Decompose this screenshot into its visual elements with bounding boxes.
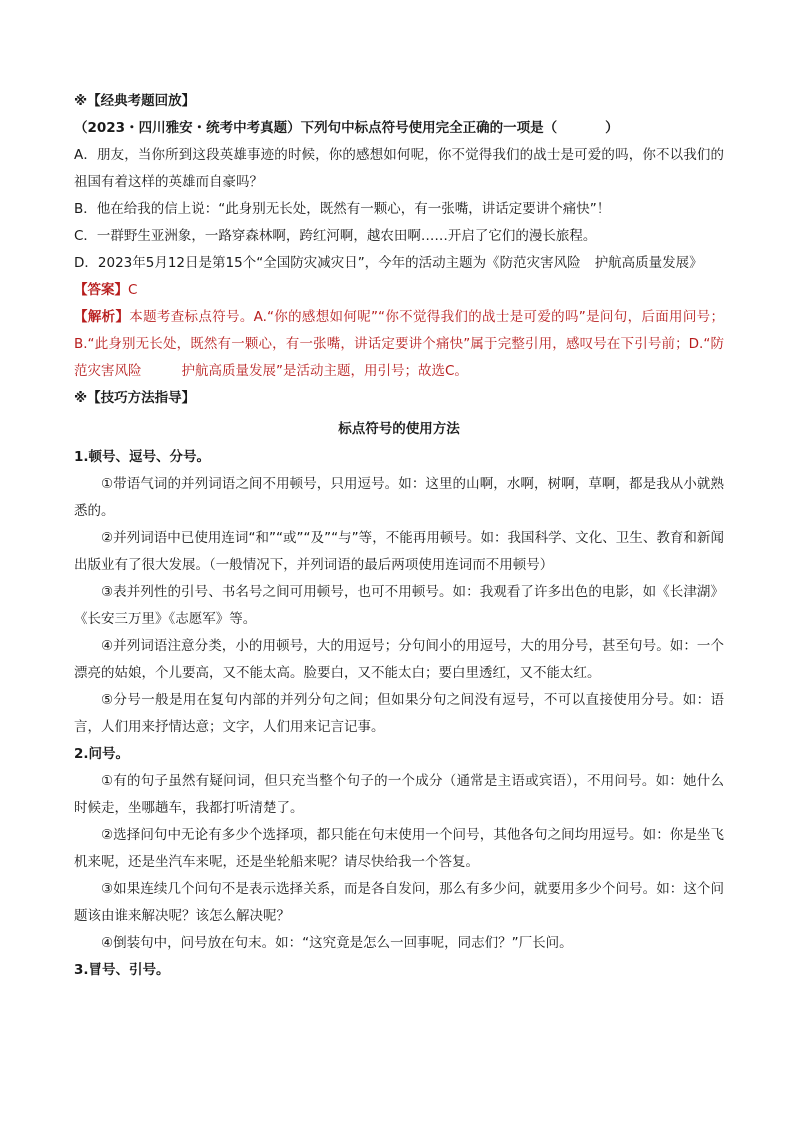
- heading-1: 1.顿号、逗号、分号。: [74, 449, 211, 465]
- answer-value: C: [128, 282, 138, 298]
- exam-section-heading: ※【经典考题回放】: [74, 93, 196, 109]
- option-b: B．他在给我的信上说：“此身别无长处，既然有一颗心，有一张嘴，讲话定要讲个痛快”！: [74, 201, 611, 217]
- analysis-label: 【解析】: [74, 309, 130, 325]
- option-d: [74, 250, 724, 277]
- rule-1-2: ②并列词语中已使用连词“和”“或”“及”“与”等，不能再用顿号。如：我国科学、文化、卫生、教育和新闻出版业有了很大发展。（一般情况下，并列词语的最后两项使用连词而不用顿号）: [74, 530, 724, 573]
- analysis-paragraph: [74, 304, 724, 385]
- rule-2-4: ④倒装句中，问号放在句末。如：“这究竟是怎么一回事呢，同志们？”厂长问。: [101, 935, 573, 951]
- rule-1-5: ⑤分号一般是用在复句内部的并列分句之间；但如果分句之间没有逗号，不可以直接使用分号。如：语言，人们用来抒情达意；文字，人们用来记言记事。: [74, 692, 724, 735]
- option-d-part1: D．2023年5月12日是第15个“全国防灾减灾日”，今年的活动主题为《防范灾害风险: [74, 255, 581, 271]
- rule-1-3: ③表并列性的引号、书名号之间可用顿号，也可不用顿号。如：我观看了许多出色的电影，如《长津湖》《长安三万里》《志愿军》等。: [74, 584, 724, 627]
- option-d-part2: 护航高质量发展》: [594, 255, 703, 271]
- rule-1-1: ①带语气词的并列词语之间不用顿号，只用逗号。如：这里的山啊，水啊，树啊，草啊，都是我从小就熟悉的。: [74, 476, 724, 519]
- analysis-part2: 护航高质量发展”是活动主题，用引号；故选C。: [181, 363, 468, 379]
- option-a: A．朋友，当你所到这段英雄事迹的时候，你的感想如何呢，你不觉得我们的战士是可爱的吗，你不以我们的祖国有着这样的英雄而自豪吗？: [74, 147, 724, 190]
- method-title: 标点符号的使用方法: [338, 421, 460, 437]
- rule-2-2: ②选择问句中无论有多少个选择项，都只能在句末使用一个问号，其他各句之间均用逗号。如：你是坐飞机来呢，还是坐汽车来呢，还是坐轮船来呢？请尽快给我一个答复。: [74, 827, 724, 870]
- question-source: （2023・四川雅安・统考中考真题）下列句中标点符号使用完全正确的一项是（: [74, 120, 558, 136]
- document-content: [74, 88, 724, 984]
- analysis-part1: 本题考查标点符号。A.“你的感想如何呢”“你不觉得我们的战士是可爱的吗”是问句，后面用问号；B.“此身别无长处，既然有一颗心，有一张嘴，讲话定要讲个痛快”属于完整引用，感叹号在下引号前；D.“防范灾害风险: [74, 309, 724, 379]
- rule-2-1: ①有的句子虽然有疑问词，但只充当整个句子的一个成分（通常是主语或宾语），不用问号。如：她什么时候走，坐哪趟车，我都打听清楚了。: [74, 773, 724, 816]
- option-c: C．一群野生亚洲象，一路穿森林啊，跨红河啊，越农田啊……开启了它们的漫长旅程。: [74, 228, 597, 244]
- method-section-heading: ※【技巧方法指导】: [74, 390, 196, 406]
- question-close: ）: [605, 120, 619, 136]
- heading-2: 2.问号。: [74, 746, 130, 762]
- question-stem: [74, 115, 724, 142]
- rule-1-4: ④并列词语注意分类，小的用顿号，大的用逗号；分句间小的用逗号，大的用分号，甚至句号。如：一个漂亮的姑娘，个儿要高，又不能太高。脸要白，又不能太白；要白里透红，又不能太红。: [74, 638, 724, 681]
- answer-label: 【答案】: [74, 282, 128, 298]
- heading-3: 3.冒号、引号。: [74, 962, 170, 978]
- rule-2-3: ③如果连续几个问句不是表示选择关系，而是各自发问，那么有多少问，就要用多少个问号。如：这个问题该由谁来解决呢？该怎么解决呢？: [74, 881, 724, 924]
- answer-line: [74, 277, 724, 304]
